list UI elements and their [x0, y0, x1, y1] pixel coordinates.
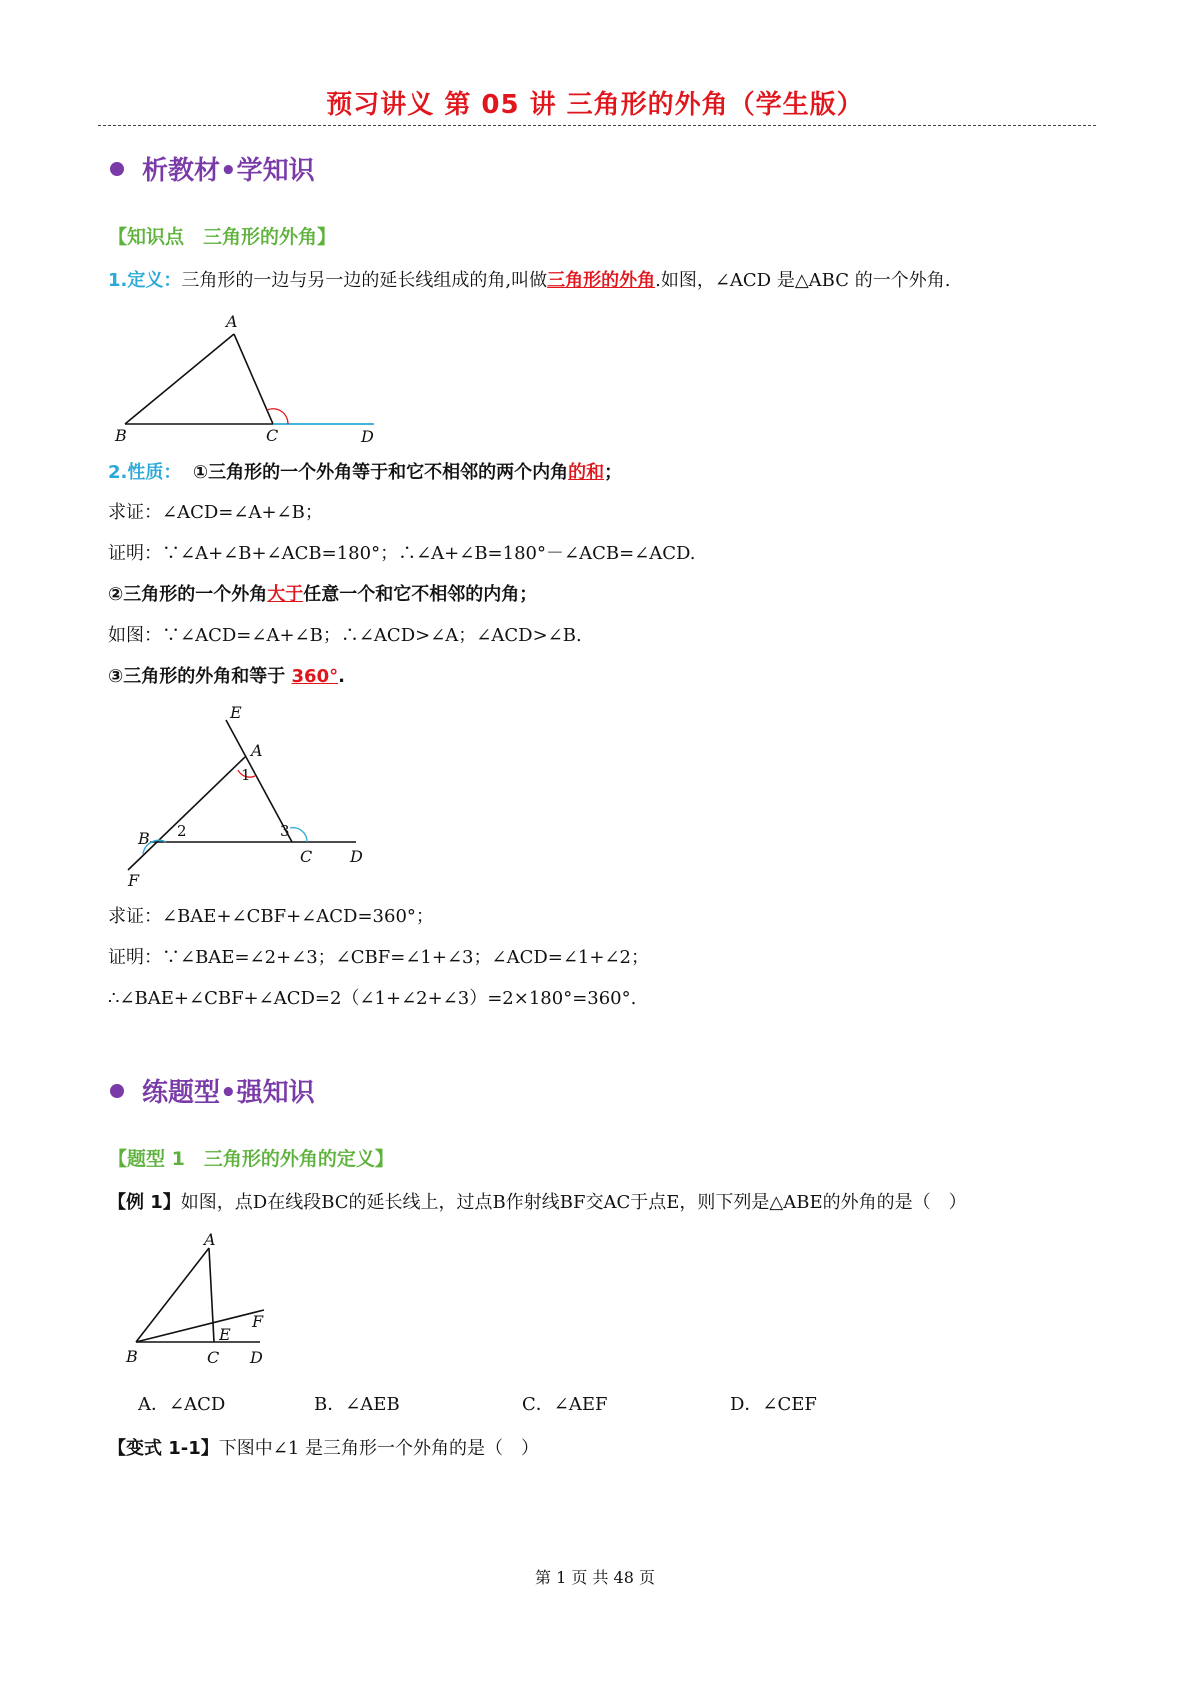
figure-exterior-angle-sum — [110, 700, 390, 900]
definition-term: 三角形的外角 — [547, 270, 656, 291]
example-1-text: 如图，点D在线段BC的延长线上，过点B作射线BF交AC于点E，则下列是△ABE的外角的是（ ） — [180, 1192, 967, 1213]
fig2-label-f: F — [128, 871, 140, 890]
fig2-label-d: D — [350, 847, 363, 866]
option-a: A．∠ACD — [138, 1394, 226, 1415]
fig3-label-d: D — [250, 1348, 263, 1367]
property-line-2 — [108, 582, 537, 608]
variant-1-1-text: 下图中∠1 是三角形一个外角的是（ ） — [218, 1438, 540, 1459]
definition-line — [108, 268, 950, 294]
property-1-end: ； — [604, 462, 623, 483]
fig2-label-a: A — [251, 741, 263, 760]
fig2-label-c: C — [300, 847, 313, 866]
section-heading-1 — [110, 150, 315, 187]
example-1-tag: 【例 1】 — [108, 1192, 181, 1213]
question-type-heading: 【题型 1 三角形的外角的定义】 — [108, 1148, 394, 1170]
proof-1: 证明：∵∠A+∠B+∠ACB=180°；∴∠A+∠B=180°－∠ACB=∠ACD. — [108, 543, 696, 564]
figure-note-2: 如图：∵∠ACD=∠A+∠B；∴∠ACD>∠A；∠ACD>∠B. — [108, 625, 582, 646]
proof-3-line-2: ∴∠BAE+∠CBF+∠ACD=2（∠1+∠2+∠3）=2×180°=360°. — [108, 988, 637, 1009]
definition-text-end: .如图，∠ACD 是△ABC 的一个外角. — [655, 270, 951, 291]
property-label: 2.性质： — [108, 462, 182, 483]
fig1-label-a: A — [226, 312, 238, 331]
figure-exterior-angle — [110, 312, 390, 452]
fig3-label-e: E — [219, 1325, 231, 1344]
page-footer: 第 1 页 共 48 页 — [535, 1568, 655, 1587]
property-1-emphasis: 的和 — [568, 462, 605, 483]
variant-1-1-tag: 【变式 1-1】 — [108, 1438, 219, 1459]
header-divider — [98, 125, 1096, 126]
fig3-label-b: B — [126, 1347, 138, 1366]
property-2-end: 任意一个和它不相邻的内角； — [303, 584, 538, 605]
option-d: D．∠CEF — [730, 1394, 817, 1415]
property-2-text: ②三角形的一个外角 — [108, 584, 268, 605]
property-3-text: ③三角形的外角和等于 — [108, 666, 292, 687]
prove-3: 求证：∠BAE+∠CBF+∠ACD=360°； — [108, 906, 434, 927]
bullet-icon — [110, 1084, 124, 1098]
fig2-label-3: 3 — [280, 822, 290, 840]
property-1-text: ①三角形的一个外角等于和它不相邻的两个内角 — [192, 462, 569, 483]
fig2-label-e: E — [230, 703, 242, 722]
fig2-label-b: B — [138, 829, 150, 848]
fig2-label-2: 2 — [177, 822, 187, 840]
fig3-label-f: F — [252, 1312, 264, 1331]
fig3-label-c: C — [207, 1348, 220, 1367]
property-3-emphasis: 360° — [291, 666, 339, 687]
option-c: C．∠AEF — [522, 1394, 608, 1415]
fig1-label-c: C — [266, 426, 279, 445]
page-title: 预习讲义 第 05 讲 三角形的外角（学生版） — [326, 90, 864, 120]
fig2-label-1: 1 — [241, 766, 251, 784]
bullet-icon — [110, 162, 124, 176]
fig1-label-d: D — [361, 427, 374, 446]
proof-3-line-1: 证明：∵∠BAE=∠2+∠3；∠CBF=∠1+∠3；∠ACD=∠1+∠2； — [108, 947, 650, 968]
fig1-label-b: B — [115, 426, 127, 445]
definition-text: 三角形的一边与另一边的延长线组成的角,叫做 — [181, 270, 548, 291]
definition-label: 1.定义： — [108, 270, 182, 291]
property-line-3 — [108, 664, 345, 690]
prove-1: 求证：∠ACD=∠A+∠B； — [108, 502, 323, 523]
section-heading-2 — [110, 1072, 315, 1109]
option-b: B．∠AEB — [314, 1394, 400, 1415]
section-heading-2-text: 练题型•强知识 — [142, 1078, 315, 1108]
fig3-label-a: A — [204, 1230, 216, 1249]
property-3-end: . — [338, 666, 345, 687]
section-heading-1-text: 析教材•学知识 — [142, 156, 315, 186]
variant-1-1 — [108, 1436, 539, 1462]
property-line-1 — [108, 460, 622, 486]
property-2-emphasis: 大于 — [267, 584, 304, 605]
example-1 — [108, 1190, 967, 1216]
knowledge-point-heading: 【知识点 三角形的外角】 — [108, 226, 337, 248]
figure-example-1 — [110, 1230, 290, 1370]
